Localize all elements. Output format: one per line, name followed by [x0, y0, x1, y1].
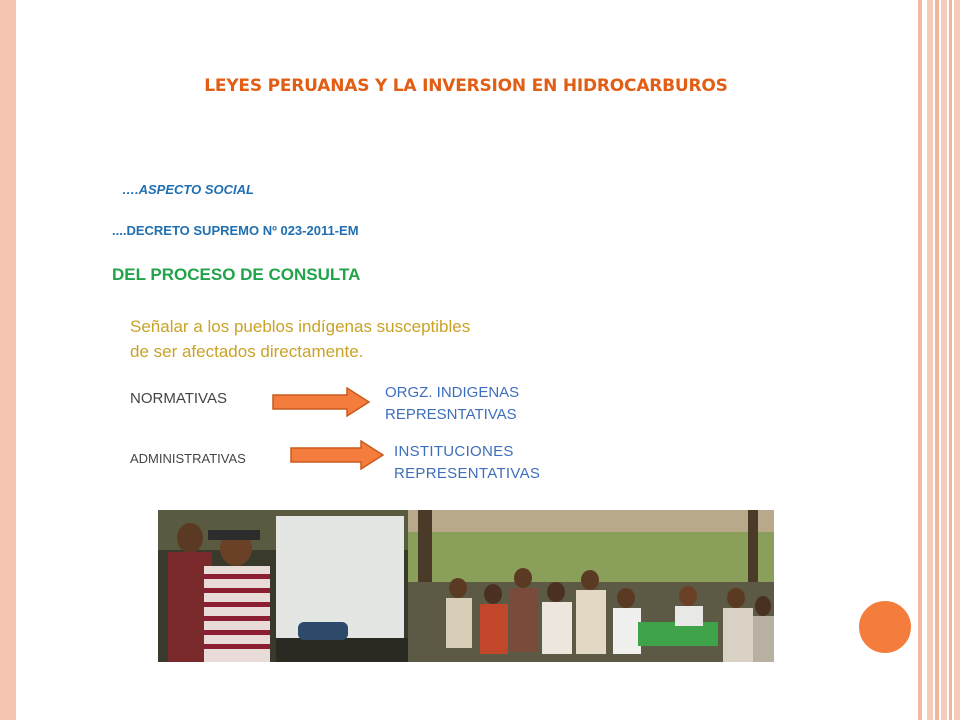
aspecto-social-label: ….ASPECTO SOCIAL [122, 182, 254, 197]
inst-line-1: INSTITUCIONES [394, 443, 514, 460]
inst-line-2: REPRESENTATIVAS [394, 465, 541, 482]
slide-title: LEYES PERUANAS Y LA INVERSION EN HIDROCARBUROS [204, 76, 728, 96]
slide-border-right [918, 0, 922, 720]
body-text [130, 314, 570, 364]
orgz-line-2: REPRESNTATIVAS [385, 406, 517, 423]
consultation-photo [158, 510, 774, 662]
decorative-stripe [935, 0, 939, 720]
decorative-stripe [949, 0, 952, 720]
decorative-stripe [954, 0, 960, 720]
instituciones-text [394, 441, 540, 485]
section-heading: DEL PROCESO DE CONSULTA [112, 265, 361, 284]
orgz-line-1: ORGZ. INDIGENAS [385, 384, 520, 401]
right-arrow-icon [272, 387, 370, 417]
orgz-indigenas-text [385, 382, 519, 426]
slide-border-left [0, 0, 16, 720]
normativas-label: NORMATIVAS [130, 390, 227, 407]
body-line-2: de ser afectados directamente. [130, 342, 364, 361]
right-arrow-icon [290, 440, 384, 470]
decorative-stripe [927, 0, 933, 720]
body-line-1: Señalar a los pueblos indígenas susceptibles [130, 317, 471, 336]
decreto-label: ....DECRETO SUPREMO Nº 023-2011-EM [112, 223, 359, 238]
accent-circle [856, 598, 914, 656]
decorative-stripe [941, 0, 947, 720]
administrativas-label: ADMINISTRATIVAS [130, 451, 246, 466]
